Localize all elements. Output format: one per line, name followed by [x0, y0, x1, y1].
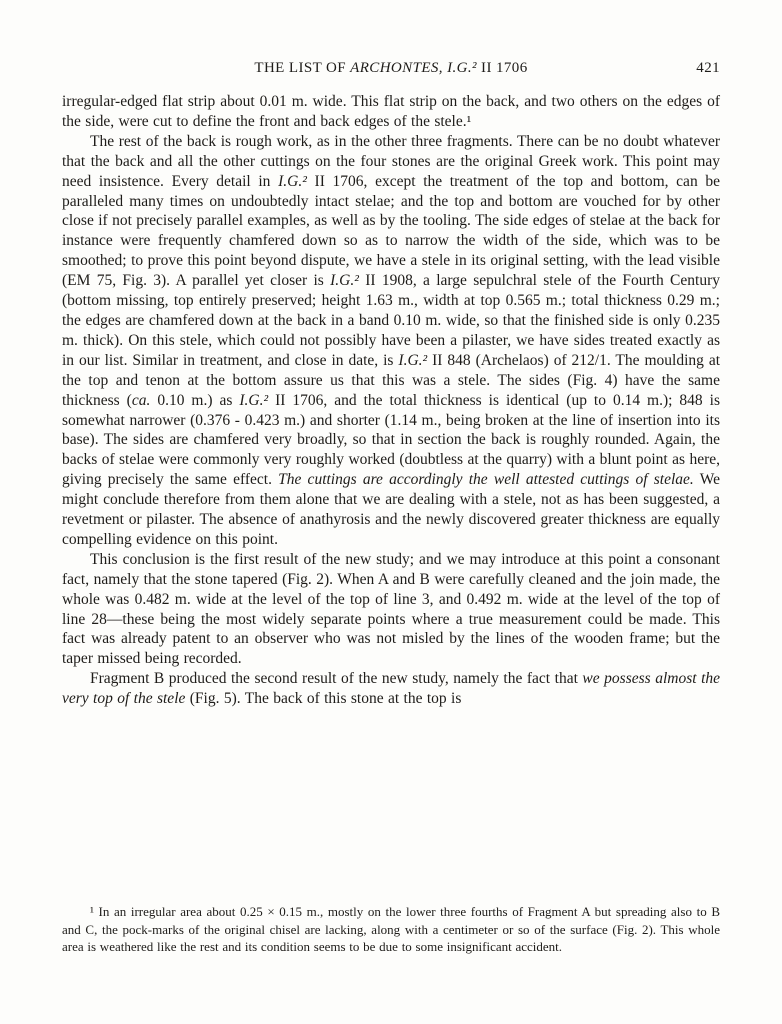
- text-run: Fragment B produced the second result of the new study, namely the fact that: [90, 670, 583, 688]
- paragraph: [62, 903, 720, 956]
- text-run: irregular-edged flat strip about 0.01 m. wide. This flat strip on the back, and two others on the edges of the side, were cut to define the front and back edges of the stele.¹: [62, 93, 720, 130]
- page-header: [62, 60, 720, 82]
- text-run: ¹ In an irregular area about 0.25 × 0.15 m., mostly on the lower three fourths of Fragment A but spreading also to B and C, the pock-marks of the original chisel are lacking, along with a centimeter or so of the surface (Fig. 2). This whole area is weathered like the rest and its condition seems to be due to some insignificant accident.: [62, 904, 720, 955]
- paragraph: [62, 92, 720, 132]
- italic-run: The cuttings are accordingly the well attested cuttings of stelae.: [278, 471, 694, 489]
- italic-run: ARCHONTES, I.G.²: [350, 60, 477, 76]
- page-header-title: [62, 60, 720, 77]
- text-run: This conclusion is the first result of the new study; and we may introduce at this point a consonant fact, namely that the stone tapered (Fig. 2). When A and B were carefully cleaned and the join made, the whole was 0.482 m. wide at the level of the top of line 3, and 0.492 m. wide at the level of the top of line 28—these being the most widely separate points where a true measurement could be made. This fact was already patent to an observer who was not misled by the lines of the wooden frame; but the taper missed being recorded.: [62, 550, 720, 668]
- text-run: II 848 (Archelaos) of 212/1. The moulding at the top and tenon at the bottom assure us that this was a stele. The sides (Fig. 4) have the same thickness (: [62, 351, 721, 409]
- paragraph: [62, 550, 720, 669]
- italic-run: we possess almost the very top of the stele: [62, 670, 721, 708]
- italic-run: I.G.²: [398, 351, 428, 369]
- body-text: [62, 92, 720, 709]
- paragraph: [62, 132, 720, 550]
- paragraph: [62, 669, 720, 709]
- text-run: II 1706, except the treatment of the top and bottom, can be paralleled many times on undoubtedly intact stelae; and the top and bottom are vouched for by other close if not precisely parallel examples, as well as by the tooling. The side edges of stelae at the back for instance were frequently chamfered down so as to narrow the width of the side, which was to be smoothed; to prove this point beyond dispute, we have a stele in its original setting, with the lead visible (EM 75, Fig. 3). A parallel yet closer is: [62, 172, 720, 290]
- text-run: THE LIST OF: [254, 60, 351, 76]
- page-number: 421: [696, 60, 720, 76]
- text-run: We might conclude therefore from them alone that we are dealing with a stele, not as has been suggested, a revetment or pilaster. The absence of anathyrosis and the newly discovered greater thickness are equally compelling evidence on this point.: [62, 471, 720, 548]
- text-run: (Fig. 5). The back of this stone at the top is: [185, 690, 462, 708]
- italic-run: I.G.²: [239, 391, 269, 409]
- italic-run: I.G.²: [278, 172, 307, 190]
- italic-run: ca.: [131, 391, 151, 409]
- text-run: II 1706, and the total thickness is identical (up to 0.14 m.); 848 is somewhat narrower (0.376 - 0.423 m.) and shorter (1.14 m., being broken at the line of insertion into its base). The sides are chamfered very broadly, so that in section the back is roughly rounded. Again, the backs of stelae were commonly very roughly worked (doubtless at the quarry) with a blunt point as here, giving precisely the same effect.: [62, 391, 720, 489]
- italic-run: I.G.²: [330, 272, 359, 290]
- text-run: II 1908, a large sepulchral stele of the Fourth Century (bottom missing, top entirely preserved; height 1.63 m., width at top 0.565 m.; total thickness 0.29 m.; the edges are chamfered down at the back in a band 0.10 m. wide, so that the finished side is only 0.235 m. thick). On this stele, which could not possibly have been a pilaster, we have sides treated exactly as in our list. Similar in treatment, and close in date, is: [62, 272, 720, 369]
- footnote: [62, 903, 720, 956]
- text-run: The rest of the back is rough work, as in the other three fragments. There can be no doubt whatever that the back and all the other cuttings on the four stones are the original Greek work. This point may need insistence. Every detail in: [62, 132, 720, 190]
- text-run: 0.10 m.) as: [150, 391, 240, 409]
- text-run: II 1706: [476, 60, 528, 76]
